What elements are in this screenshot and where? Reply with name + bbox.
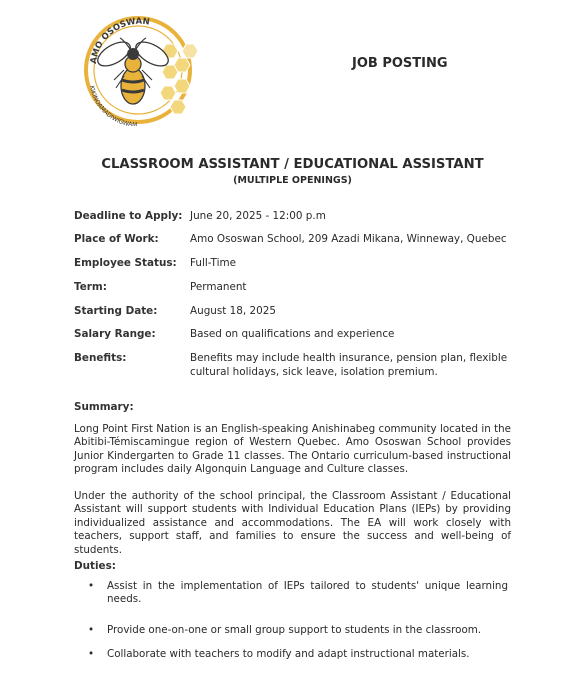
school-logo: [74, 14, 206, 126]
summary-paragraph: Long Point First Nation is an English-speaking Anishinabeg community located in the Abitibi-Témiscamingue region of Western Quebec. Amo Ososwan School provides Junior Kindergarten to Grade 11 classes. The Ontario curriculum-based instructional program includes daily Algonquin Language and Culture classes.: [74, 423, 511, 476]
field-label: Starting Date:: [74, 305, 158, 317]
field-label: Salary Range:: [74, 328, 156, 340]
summary-paragraph: Under the authority of the school principal, the Classroom Assistant / Educational Assistant will support students with Individual Education Plans (IEPs) by providing individualized assistance and accommodations. The EA will work closely with teachers, support staff, and families to ensure the success and well-being of students.: [74, 490, 511, 556]
list-item: [88, 624, 508, 648]
field-label: Benefits:: [74, 352, 127, 364]
field-value: August 18, 2025: [190, 305, 276, 317]
job-title: CLASSROOM ASSISTANT / EDUCATIONAL ASSISTANT: [101, 157, 484, 172]
field-label: Place of Work:: [74, 233, 159, 245]
field-value: Full-Time: [190, 257, 236, 269]
list-item: [88, 648, 508, 661]
bee-emblem-icon: [74, 14, 206, 126]
field-label: Deadline to Apply:: [74, 210, 183, 222]
field-value: Permanent: [190, 281, 247, 293]
field-value: Based on qualifications and experience: [190, 328, 395, 340]
field-label: Term:: [74, 281, 107, 293]
duty-text: Collaborate with teachers to modify and adapt instructional materials.: [107, 648, 470, 660]
job-posting-label: JOB POSTING: [352, 56, 448, 71]
list-item: [88, 580, 508, 620]
summary-heading: Summary:: [74, 401, 134, 413]
field-value: Amo Ososwan School, 209 Azadi Mikana, Winneway, Quebec: [190, 233, 507, 245]
duties-heading: Duties:: [74, 560, 116, 572]
duties-list: [88, 580, 508, 661]
duty-text: Provide one-on-one or small group support to students in the classroom.: [107, 624, 482, 636]
logo-top-text: AMO OSOSWAN: [88, 16, 151, 65]
logo-bottom-text: KIKINOAMADIWIGWAM: [87, 85, 138, 126]
field-label: Employee Status:: [74, 257, 177, 269]
job-subtitle: (MULTIPLE OPENINGS): [233, 175, 352, 186]
bullet-icon: •: [88, 580, 95, 592]
bullet-icon: •: [88, 648, 95, 660]
bullet-icon: •: [88, 624, 95, 636]
duty-text: Assist in the implementation of IEPs tailored to students' unique learning needs.: [107, 580, 508, 606]
field-value: Benefits may include health insurance, pension plan, flexible cultural holidays, sick leave, isolation premium.: [190, 352, 508, 378]
field-value: June 20, 2025 - 12:00 p.m: [190, 210, 326, 222]
